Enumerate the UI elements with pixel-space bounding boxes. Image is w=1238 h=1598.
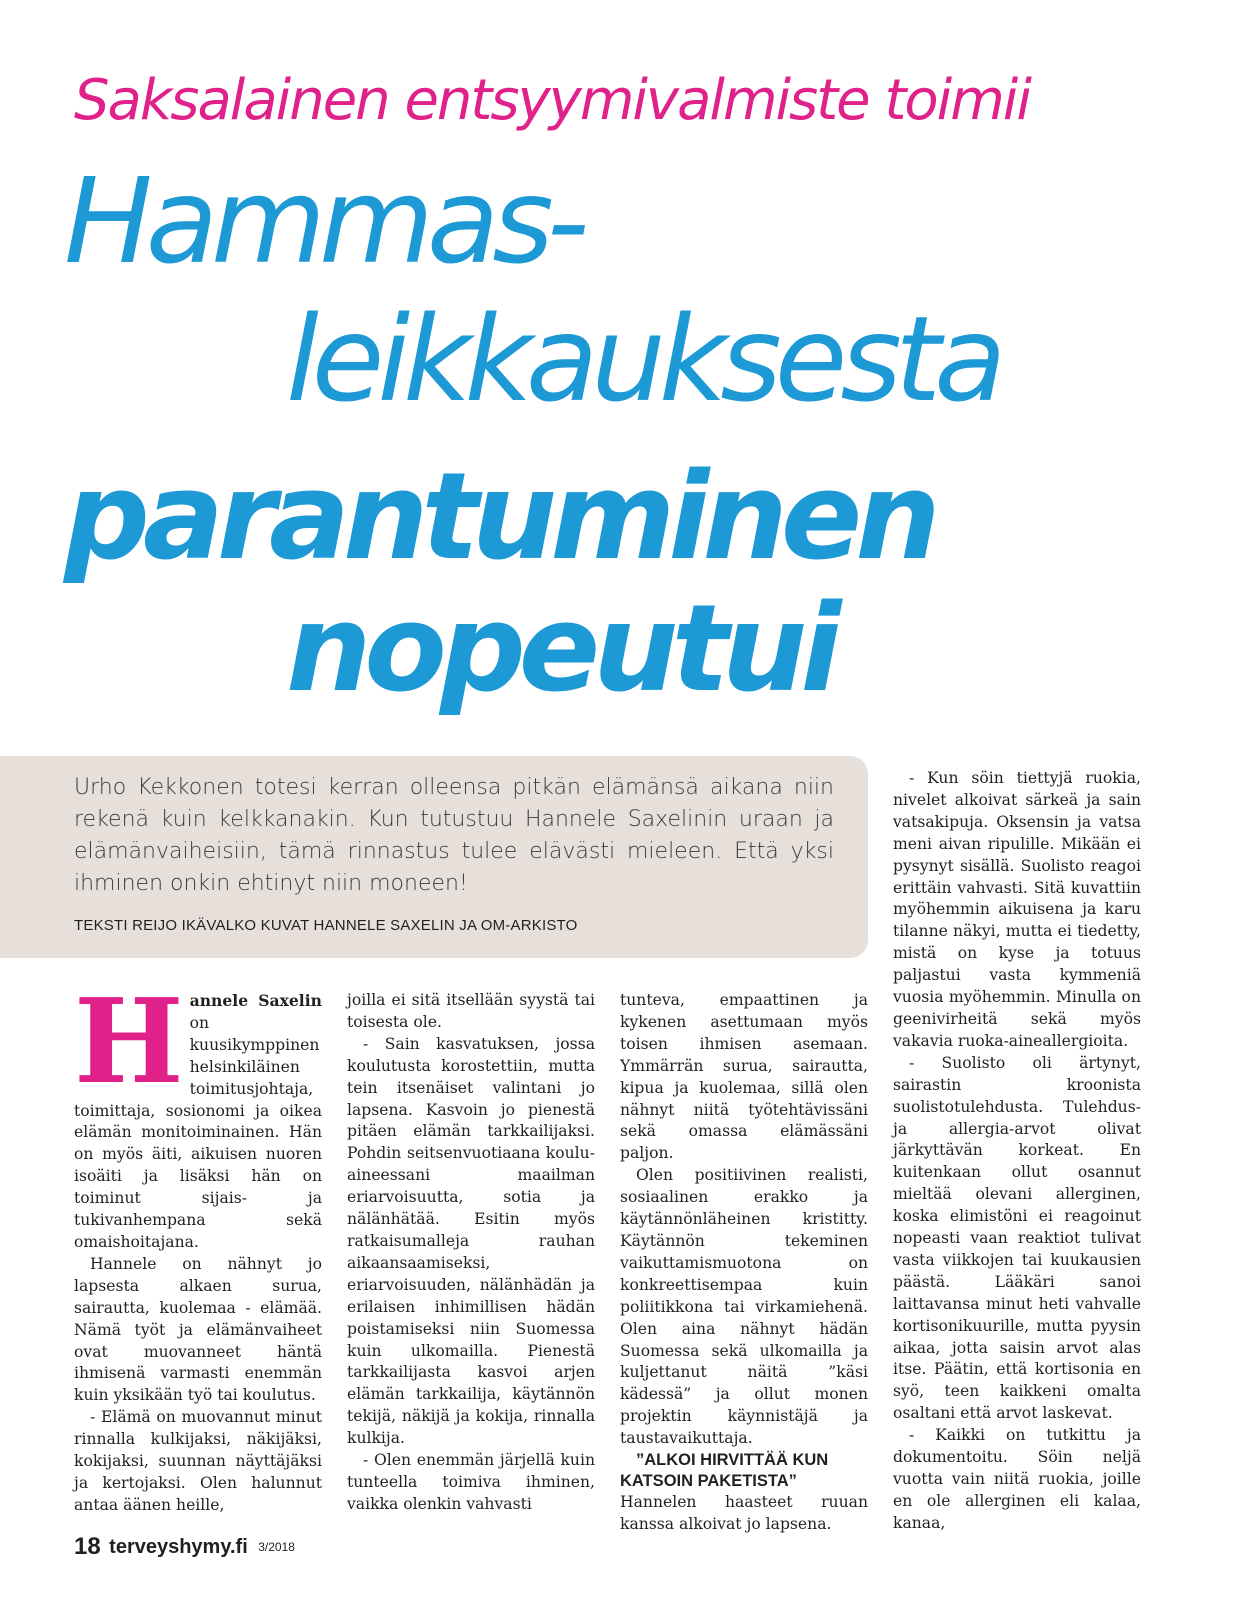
kicker-title: Saksalainen entsyymivalmiste toimii bbox=[74, 68, 1030, 133]
lead-paragraph: Urho Kekkonen totesi kerran olleensa pitkän elämänsä aikana niin rekenä kuin kelkkanakin. Kun tutustuu Hannele Saxelinin uraan ja elämänvaiheisiin, tämä rinnastus tulee elävästi mieleen. Että yksi ihminen onkin ehtinyt niin moneen! bbox=[74, 775, 834, 896]
article-column-2 bbox=[347, 990, 595, 1513]
drop-cap: H bbox=[74, 974, 184, 1110]
site-name: terveyshymy.fi bbox=[109, 1535, 248, 1558]
paragraph-text: on kuusikymppinen helsinkiläinen toimitusjohtaja, toimittaja, sosionomi ja oikea elämän monitoiminainen. Hän on myös äiti, aikuisen nuoren isoäiti ja lisäksi hän on toiminut sijais- ja tukivanhempana sekä omaishoitajana. bbox=[74, 1013, 322, 1251]
paragraph-continued: joilla ei sitä itsellään syystä tai toisesta ole. bbox=[347, 991, 595, 1031]
article-column-1 bbox=[74, 974, 322, 1514]
page-number: 18 bbox=[74, 1533, 101, 1560]
paragraph: - Sain kasvatuksen, jossa koulutusta korostettiin, mutta tein itsenäiset valintani jo lapsena. Kasvoin jo pienestä pitäen elämän tarkkailijaksi. Pohdin seitsenvuotiaana kouluaineessani maailman eriarvoisuutta, sotia ja nälänhätää. Esitin myös ratkaisumalleja rauhan aikaansaamiseksi, eriarvoisuuden, nälänhädän ja erilaisen inhimillisen hädän poistamiseksi niin Suomessa kuin ulkomailla. Pienestä tarkkailijasta kasvoi arjen elämän tarkkailija, käytännön tekijä, näkijä ja kokija, rinnalla kulkija. bbox=[347, 1034, 595, 1448]
paragraph: - Olen enemmän järjellä kuin tunteella toimiva ihminen, vaikka olenkin vahvasti bbox=[347, 1451, 595, 1513]
paragraph: - Kun söin tiettyjä ruokia, nivelet alkoivat särkeä ja sain vatsakipuja. Oksensin ja vatsa meni aivan ripulille. Mikään ei pysynyt sisällä. Suolisto reagoi erittäin vahvasti. Sitä kuvattiin myöhemmin aikuisena ja karu tilanne näkyi, mutta ei tiedetty, mistä on kyse ja totuus paljastui vasta kymmeniä vuosia myöhemmin. Minulla on geenivirheitä sekä myös vakavia ruoka-aineallergioita. bbox=[893, 769, 1141, 1050]
paragraph: Hannelen haasteet ruuan kanssa alkoivat jo lapsena. bbox=[620, 1493, 868, 1533]
issue-number: 3/2018 bbox=[258, 1540, 295, 1554]
person-name: annele Saxelin bbox=[189, 991, 322, 1010]
paragraph: - Suolisto oli ärtynyt, sairastin kroonista suolistotulehdusta. Tulehdus- ja allergia-arvot olivat järkyttävän korkeat. En kuitenkaan ollut osannut mieltää olevani allerginen, koska elimistöni ei reagoinut nopeasti vaan reaktiot tulivat vasta viikkojen tai kuukausien päästä. Lääkäri sanoi laittavansa minut heti vahvalle kortisonikuurille, mutta pyysin aikaa, jotta saisin arvot alas itse. Päätin, että kortisonia en syö, teen kaikkeni omalta osaltani että arvot laskevat. bbox=[893, 1053, 1141, 1423]
headline-line-4: nopeutui bbox=[286, 580, 835, 719]
headline-line-1: Hammas- bbox=[64, 152, 583, 290]
page-footer bbox=[74, 1533, 295, 1561]
paragraph-continued: tunteva, empaattinen ja kykenen asettumaan myös toisen ihmisen asemaan. Ymmärrän surua, sairautta, kipua ja kuolemaa, sillä olen nähnyt niitä työtehtävissäni sekä omassa elämässäni paljon. bbox=[620, 991, 868, 1163]
headline-line-2: leikkauksesta bbox=[286, 290, 1000, 428]
byline: TEKSTI REIJO IKÄVALKO KUVAT HANNELE SAXELIN JA OM-ARKISTO bbox=[74, 917, 578, 934]
headline-line-3: parantuminen bbox=[64, 448, 934, 587]
article-column-4 bbox=[893, 768, 1141, 1532]
paragraph: Hannele on nähnyt jo lapsesta alkaen surua, sairautta, kuolemaa - elämää. Nämä työt ja elämänvaiheet ovat muovanneet häntä ihmisenä varmasti enemmän kuin yksikään työ tai koulutus. bbox=[74, 1254, 322, 1405]
paragraph: Olen positiivinen realisti, sosiaalinen erakko ja käytännönläheinen kristitty. Käytännön tekeminen vaikuttamismuotona on konkreettisempaa kuin poliitikkona tai virkamiehenä. Olen aina nähnyt hädän Suomessa sekä ulkomailla ja kuljettanut näitä ”käsi kädessä” ja ollut monen projektin käynnistäjä ja taustavaikuttaja. bbox=[620, 1166, 868, 1448]
article-column-3 bbox=[620, 990, 868, 1533]
paragraph-intro bbox=[74, 974, 322, 1254]
subheading: ”ALKOI HIRVITTÄÄ KUN KATSOIN PAKETISTA” bbox=[620, 1451, 829, 1491]
paragraph: - Kaikki on tutkittu ja dokumentoitu. Söin neljä vuotta vain niitä ruokia, joille en ole allerginen eli kalaa, kanaa, bbox=[893, 1426, 1141, 1532]
paragraph: - Elämä on muovannut minut rinnalla kulkijaksi, näkijäksi, kokijaksi, suunnan näyttäjäksi ja kertojaksi. Olen halunnut antaa äänen heille, bbox=[74, 1408, 322, 1514]
